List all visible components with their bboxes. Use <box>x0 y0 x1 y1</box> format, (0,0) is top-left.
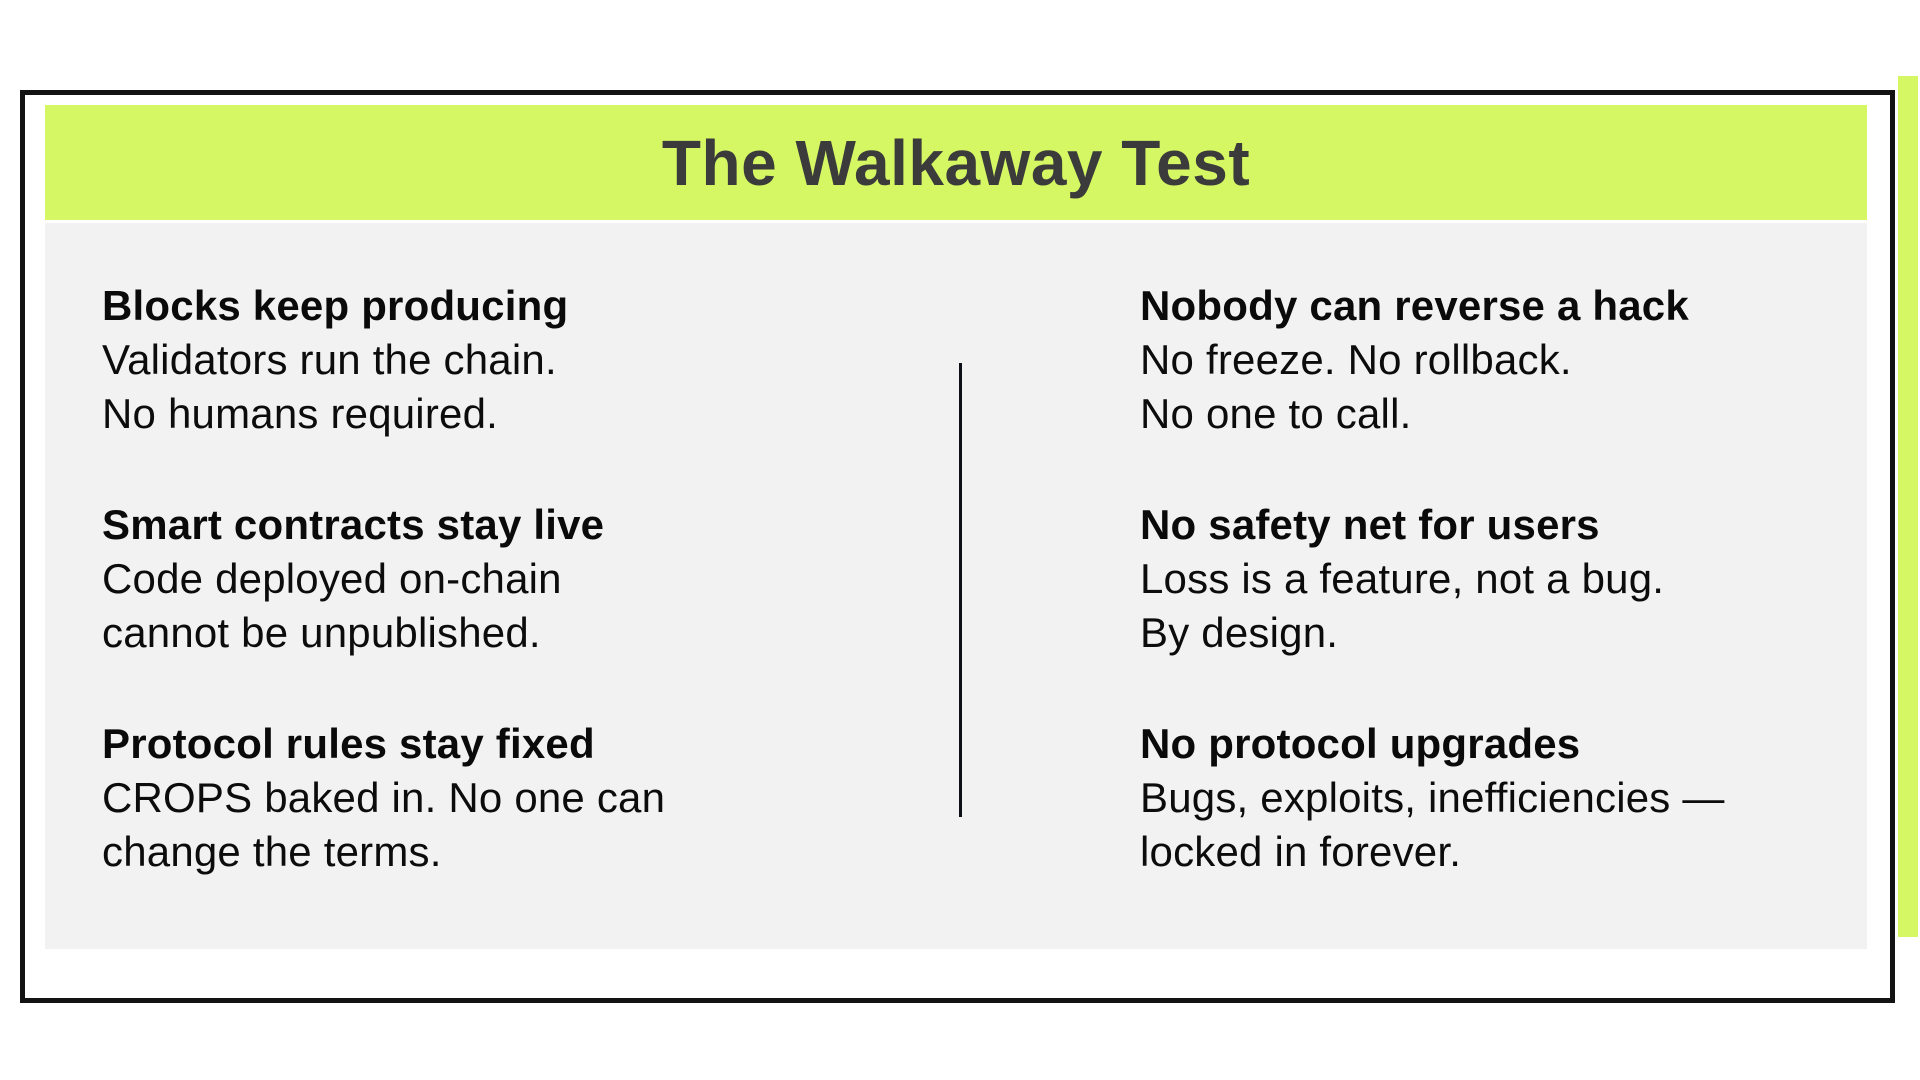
column-divider <box>959 363 962 817</box>
accent-strip <box>1898 76 1918 937</box>
feature-item <box>102 498 922 660</box>
item-heading: No protocol upgrades <box>1140 720 1581 767</box>
feature-item <box>102 717 922 879</box>
right-column <box>1140 279 1840 879</box>
item-line: locked in forever. <box>1140 828 1462 875</box>
item-line: No freeze. No rollback. <box>1140 336 1572 383</box>
item-heading: Blocks keep producing <box>102 282 569 329</box>
feature-item <box>102 279 922 441</box>
feature-item <box>1140 717 1840 879</box>
item-line: Code deployed on-chain <box>102 555 562 602</box>
feature-item <box>1140 279 1840 441</box>
item-line: cannot be unpublished. <box>102 609 541 656</box>
content-panel <box>45 223 1867 949</box>
item-heading: No safety net for users <box>1140 501 1600 548</box>
feature-item <box>1140 498 1840 660</box>
title-bar <box>45 105 1867 220</box>
item-line: No one to call. <box>1140 390 1412 437</box>
page-title: The Walkaway Test <box>661 126 1251 199</box>
item-heading: Smart contracts stay live <box>102 501 605 548</box>
item-heading: Nobody can reverse a hack <box>1140 282 1689 329</box>
item-line: By design. <box>1140 609 1339 656</box>
item-line: Loss is a feature, not a bug. <box>1140 555 1665 602</box>
item-line: No humans required. <box>102 390 499 437</box>
walkaway-test-card <box>20 90 1895 1003</box>
item-line: Bugs, exploits, inefficiencies — <box>1140 774 1725 821</box>
item-heading: Protocol rules stay fixed <box>102 720 595 767</box>
left-column <box>102 279 922 879</box>
item-line: CROPS baked in. No one can <box>102 774 666 821</box>
item-line: change the terms. <box>102 828 442 875</box>
item-line: Validators run the chain. <box>102 336 557 383</box>
